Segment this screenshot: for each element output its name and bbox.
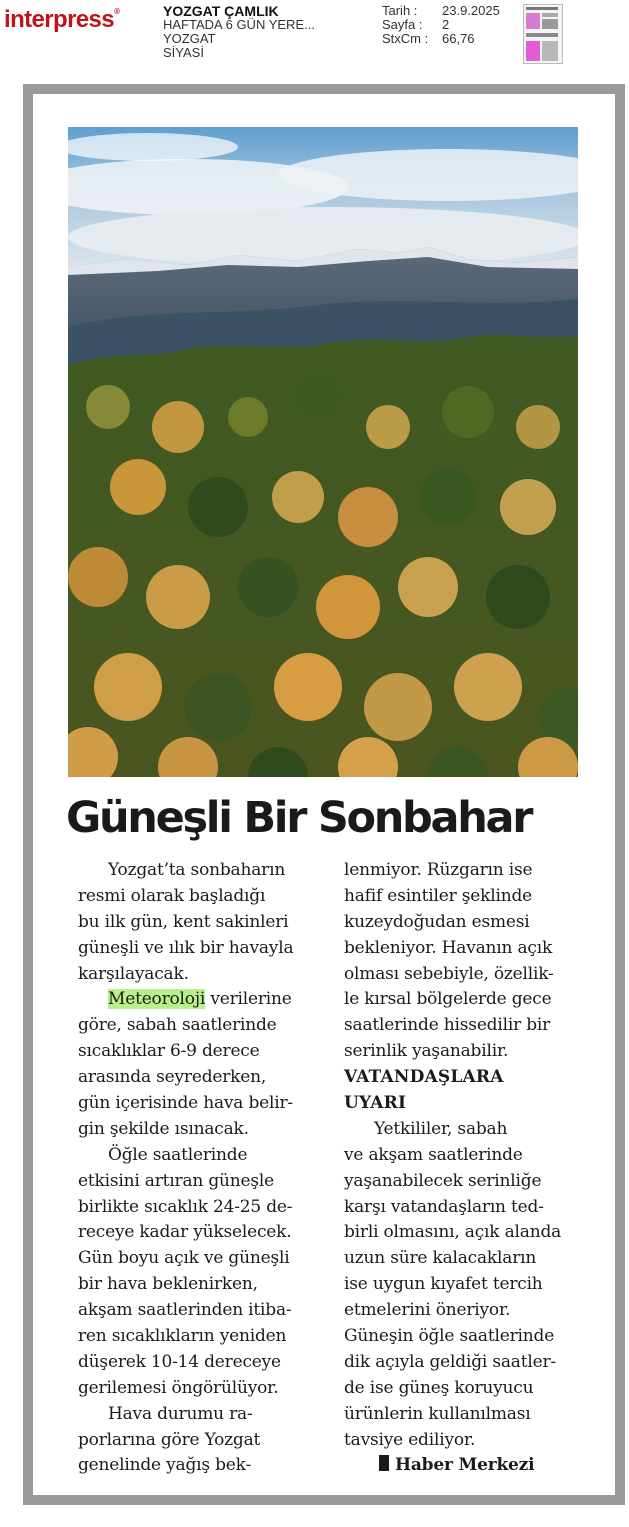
body-text-line: hafif esintiler şeklinde xyxy=(344,885,533,906)
body-text-line: le kırsal bölgelerde gece xyxy=(344,989,552,1010)
body-text-line: bekleniyor. Havanın açık xyxy=(344,937,553,958)
body-text-line: ürünlerin kullanılması xyxy=(344,1403,531,1424)
body-text-line: resmi olarak başladığı xyxy=(78,885,266,906)
publication-info xyxy=(163,4,315,60)
body-text-line: uzun süre kalacakların xyxy=(344,1248,537,1269)
body-text-line: Öğle saatlerinde xyxy=(108,1144,248,1165)
body-text-line: gün içerisinde hava belir- xyxy=(78,1093,293,1114)
page-label: Sayfa : xyxy=(382,17,423,32)
line-tail: verilerine xyxy=(205,989,292,1010)
body-text-line: ve akşam saatlerinde xyxy=(344,1144,523,1165)
article-body xyxy=(33,94,615,1495)
registered-mark: ® xyxy=(114,7,120,16)
clipping-header xyxy=(0,0,629,70)
stxcm-value: 66,76 xyxy=(442,31,475,46)
body-text-line: bu ilk gün, kent sakinleri xyxy=(78,911,289,932)
page-thumbnail[interactable] xyxy=(523,4,563,64)
body-text-line: yaşanabilecek serinliğe xyxy=(344,1170,542,1191)
stxcm-row xyxy=(382,32,500,46)
body-text-line: birli olmasını, açık alanda xyxy=(344,1222,562,1243)
body-text-line: saatlerinde hissedilir bir xyxy=(344,1015,551,1036)
body-text-line: serinlik yaşanabilir. xyxy=(344,1041,509,1062)
headline-short: HAFTADA 6 GÜN YERE... xyxy=(163,17,315,32)
body-text-line: Gün boyu açık ve güneşli xyxy=(78,1248,290,1269)
body-text-line: göre, sabah saatlerinde xyxy=(78,1015,277,1036)
section-label: SİYASİ xyxy=(163,45,204,60)
subheading-line: UYARI xyxy=(344,1093,407,1114)
body-text-line: güneşli ve ılık bir havayla xyxy=(78,937,294,958)
article-column-right xyxy=(344,858,589,1479)
clipping-meta xyxy=(382,4,500,46)
city-label: YOZGAT xyxy=(163,31,216,46)
body-text-line: dik açıyla geldiği saatler- xyxy=(344,1351,556,1372)
article-frame xyxy=(23,84,625,1505)
body-text-line: ise uygun kıyafet tercih xyxy=(344,1274,543,1295)
body-text-line: Hava durumu ra- xyxy=(108,1403,253,1424)
body-text-line: akşam saatlerinden itiba- xyxy=(78,1300,292,1321)
article-photo xyxy=(68,127,578,777)
byline xyxy=(344,1453,589,1479)
body-text-line: Yozgat’ta sonbaharın xyxy=(108,860,286,880)
body-text-line: sıcaklıklar 6-9 derece xyxy=(78,1041,260,1062)
date-row xyxy=(382,4,500,18)
page-value: 2 xyxy=(442,17,450,32)
stxcm-label: StxCm : xyxy=(382,31,429,46)
body-text-line: birlikte sıcaklık 24-25 de- xyxy=(78,1196,293,1217)
body-text-line: ren sıcaklıkların yeniden xyxy=(78,1326,287,1347)
forest-landscape-image xyxy=(68,127,578,777)
article-title: Güneşli Bir Sonbahar xyxy=(66,793,532,843)
logo-text: interpress xyxy=(4,6,115,33)
body-text-line: etkisini artıran güneşle xyxy=(78,1170,274,1191)
body-text-line: karşı vatandaşların ted- xyxy=(344,1196,544,1217)
body-text-line: düşerek 10-14 dereceye xyxy=(78,1351,281,1372)
page-row xyxy=(382,18,500,32)
body-text-line: lenmiyor. Rüzgarın ise xyxy=(344,860,533,880)
body-text-line: etmelerini öneriyor. xyxy=(344,1300,511,1321)
body-text-line: porlarına göre Yozgat xyxy=(78,1429,261,1450)
body-text-line: genelinde yağış bek- xyxy=(78,1455,251,1476)
date-value: 23.9.2025 xyxy=(442,3,500,18)
article-column-left xyxy=(78,858,328,1479)
body-text-line: olması sebebiyle, özellik- xyxy=(344,963,554,984)
highlighted-keyword: Meteoroloji xyxy=(108,989,206,1010)
body-text-line: tavsiye ediliyor. xyxy=(344,1429,476,1450)
body-text-line: kuzeydoğudan esmesi xyxy=(344,911,530,932)
body-text-line: gin şekilde ısınacak. xyxy=(78,1118,249,1139)
body-text-line: bir hava beklenirken, xyxy=(78,1274,258,1295)
byline-text: Haber Merkezi xyxy=(395,1455,535,1476)
body-text-line: de ise güneş koruyucu xyxy=(344,1377,534,1398)
publication-name: YOZGAT ÇAMLIK xyxy=(163,3,279,19)
body-text-line: karşılayacak. xyxy=(78,963,189,984)
date-label: Tarih : xyxy=(382,3,418,18)
body-text-line: Yetkililer, sabah xyxy=(374,1118,508,1139)
body-text-line: Güneşin öğle saatlerinde xyxy=(344,1326,555,1347)
subheading-line: VATANDAŞLARA xyxy=(344,1067,504,1088)
body-text-line xyxy=(78,987,328,1013)
body-text-line: gerilemesi öngörülüyor. xyxy=(78,1377,279,1398)
body-text-line: receye kadar yükselecek. xyxy=(78,1222,292,1243)
interpress-logo xyxy=(4,6,119,34)
body-text-line: arasında seyrederken, xyxy=(78,1067,267,1088)
byline-square-icon xyxy=(379,1455,389,1471)
